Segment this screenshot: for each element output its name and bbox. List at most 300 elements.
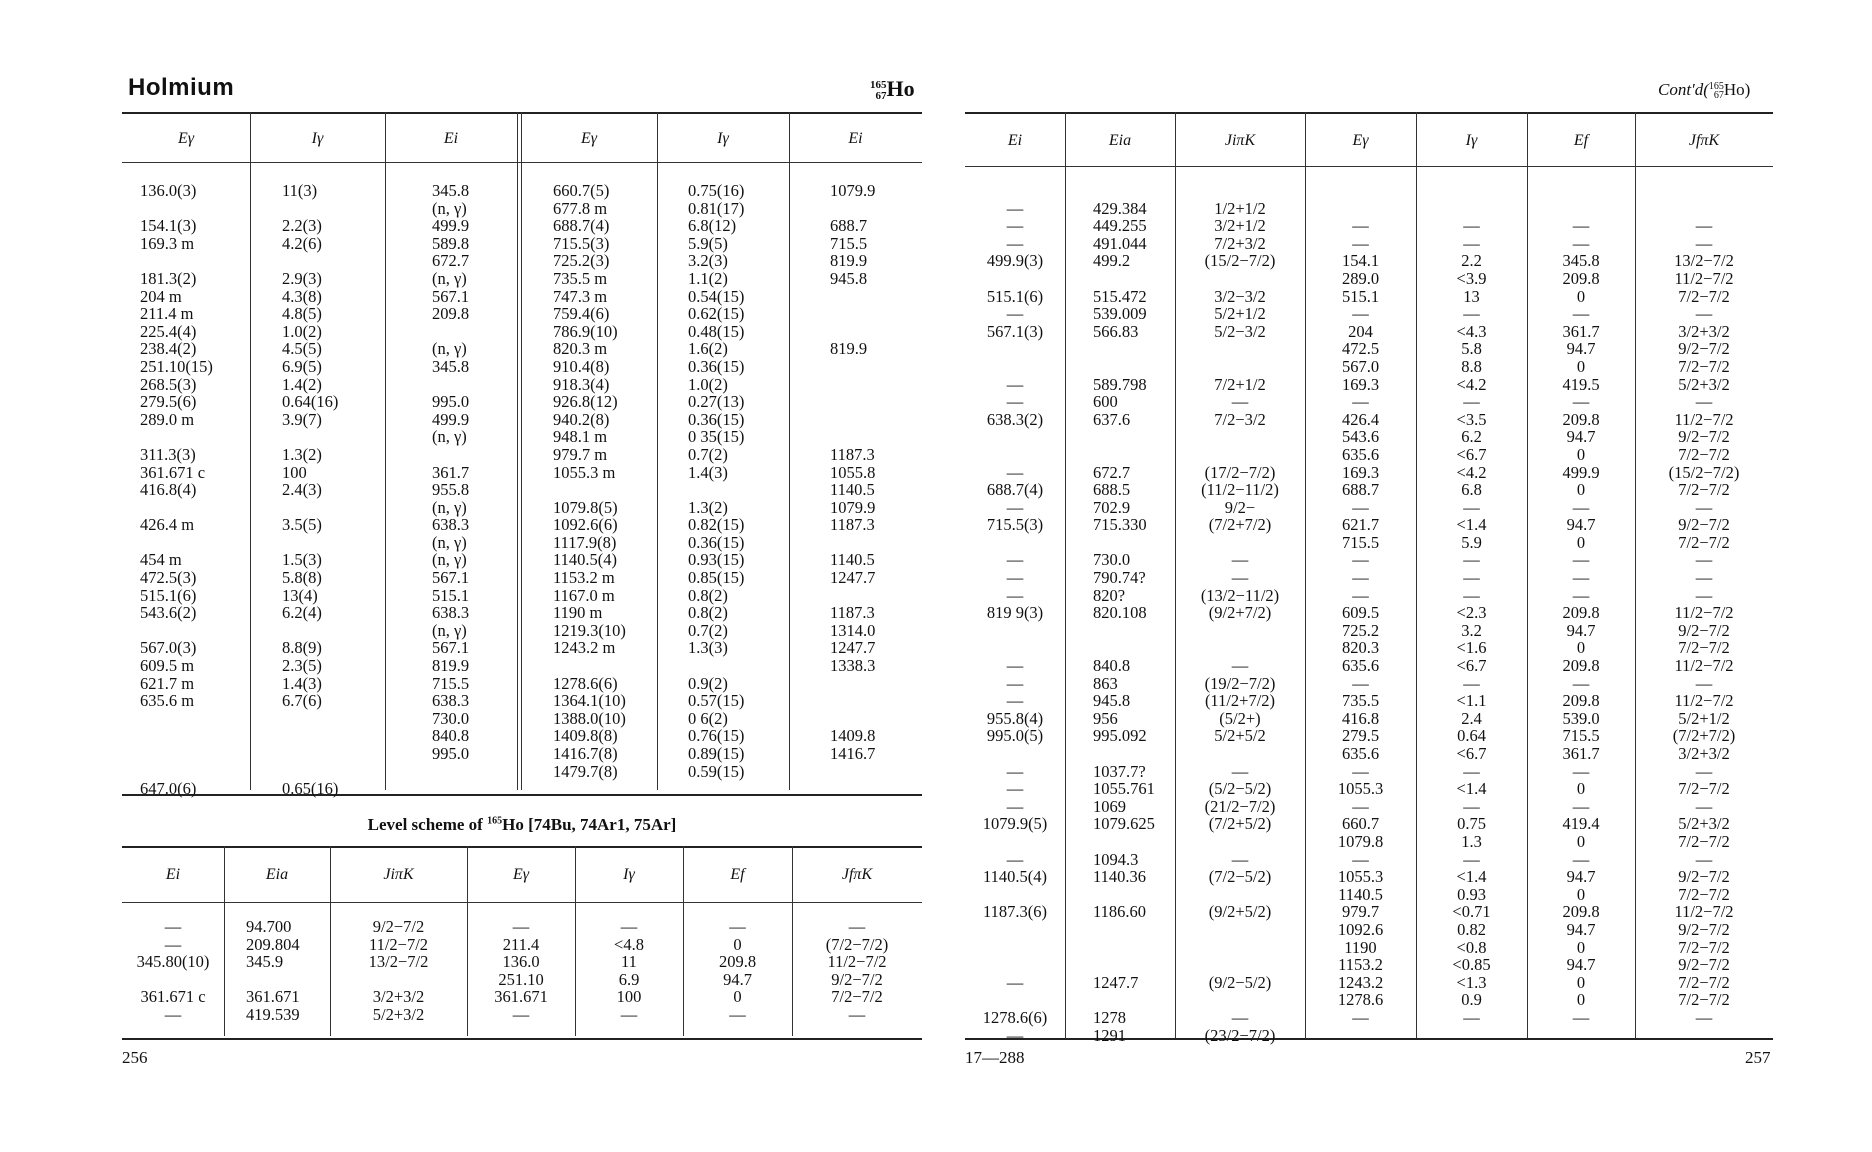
- table-cell: 6.2(4): [282, 603, 322, 623]
- table-cell: —: [164, 1004, 182, 1024]
- table-cell: (n, γ): [432, 339, 467, 359]
- table-cell: 0.93: [1457, 884, 1486, 904]
- table-cell: (7/2−7/2): [825, 934, 889, 954]
- table-cell: 11/2−7/2: [1674, 656, 1734, 676]
- table-cell: 1247.7: [830, 568, 876, 588]
- table-cell: 0.8(2): [688, 585, 728, 605]
- table-cell: [1093, 956, 1155, 974]
- table-cell: —: [1006, 849, 1024, 869]
- table-cell: [140, 727, 213, 745]
- table-cell: —: [1463, 1007, 1480, 1027]
- table-cell: 543.6(2): [140, 603, 197, 623]
- table-cell: 5.8(8): [282, 568, 322, 588]
- table-cell: [553, 481, 626, 499]
- table-cell: 100: [616, 987, 642, 1007]
- table-cell: 5/2−3/2: [1214, 321, 1266, 341]
- table-cell: [830, 200, 875, 218]
- table-cell: 94.7: [1566, 339, 1596, 359]
- table-cell: [140, 710, 213, 728]
- table-cell: 499.9: [432, 409, 470, 429]
- table-cell: —: [1352, 392, 1369, 412]
- table-cell: [830, 411, 875, 429]
- table-cell: 660.7(5): [553, 181, 610, 200]
- table-cell: 9/2−7/2: [1678, 620, 1730, 640]
- table-cell: (n, γ): [432, 497, 467, 517]
- table-cell: [965, 991, 1065, 1009]
- table-cell: 735.5: [1341, 691, 1380, 711]
- table-cell: 1055.3: [1337, 779, 1384, 799]
- col-e-gamma-2: [553, 182, 626, 780]
- table-cell: [1527, 200, 1635, 218]
- table-cell: 1140.5: [1338, 884, 1383, 904]
- table-cell: 515.1(6): [986, 286, 1044, 306]
- table-cell: 819.9: [830, 339, 868, 359]
- table-cell: 1278: [1093, 1007, 1126, 1027]
- table-cell: 289.0 m: [140, 409, 195, 429]
- table-cell: 345.8: [432, 356, 470, 376]
- table-cell: [830, 393, 875, 411]
- lv-col-ig: [575, 918, 683, 1024]
- table-cell: —: [1572, 849, 1590, 869]
- table-cell: 945.8: [1093, 691, 1131, 711]
- table-cell: 1291: [1093, 1025, 1126, 1045]
- table-cell: —: [1231, 1007, 1249, 1027]
- table-cell: —: [620, 1004, 638, 1024]
- table-cell: —: [1695, 849, 1713, 869]
- table-cell: 11/2−7/2: [1674, 691, 1734, 711]
- r-header-jfk: JfπK: [1688, 132, 1720, 149]
- table-cell: [432, 323, 469, 341]
- table-cell: <1.4: [1456, 867, 1487, 887]
- table-cell: —: [1463, 497, 1480, 517]
- table-cell: —: [1006, 585, 1024, 605]
- table-cell: 995.0: [432, 392, 470, 412]
- table-cell: —: [1695, 216, 1713, 236]
- table-cell: —: [1006, 304, 1024, 324]
- table-cell: [965, 886, 1065, 904]
- table-cell: 2.3(5): [282, 656, 322, 676]
- table-cell: 419.539: [246, 1004, 300, 1024]
- table-cell: 0: [733, 987, 742, 1007]
- table-cell: —: [1006, 972, 1024, 992]
- table-cell: —: [1572, 761, 1590, 781]
- table-cell: 688.7(4): [553, 216, 610, 236]
- table-cell: 361.7: [1562, 321, 1600, 341]
- table-cell: 0.89(15): [688, 744, 745, 763]
- table-cell: 515.1: [1341, 286, 1380, 306]
- table-cell: 289.0: [1341, 268, 1380, 288]
- table-cell: 1.3(3): [688, 638, 728, 658]
- r-header-ei: Ei: [1007, 132, 1023, 149]
- table-cell: —: [1006, 761, 1024, 781]
- table-cell: 211.4 m: [140, 304, 194, 324]
- table-cell: 0: [1576, 937, 1586, 957]
- table-cell: 0.57(15): [688, 691, 745, 711]
- table-cell: 1079.625: [1093, 814, 1155, 834]
- table-cell: 995.0(5): [986, 726, 1044, 746]
- table-cell: 715.5: [1341, 532, 1380, 552]
- table-cell: —: [1695, 497, 1713, 517]
- table-cell: 0.82: [1457, 919, 1486, 939]
- table-cell: 0: [1576, 444, 1586, 464]
- table-cell: 238.4(2): [140, 339, 197, 359]
- table-cell: 5/2+1/2: [1214, 304, 1266, 324]
- table-cell: 567.1: [432, 568, 470, 588]
- table-cell: 0: [1576, 884, 1586, 904]
- table-cell: [1175, 622, 1305, 640]
- table-cell: [1093, 534, 1155, 552]
- table-cell: 416.8: [1341, 708, 1380, 728]
- table-cell: 940.2(8): [553, 409, 610, 429]
- table-cell: 956: [1093, 708, 1118, 728]
- table-cell: 1092.6: [1337, 919, 1384, 939]
- table-cell: —: [1352, 497, 1369, 517]
- table-cell: 11: [621, 952, 637, 972]
- table-cell: (n, γ): [432, 532, 467, 552]
- r-col-eg: [1305, 182, 1416, 1027]
- continued-label: Cont'd( 165 67 Ho): [1658, 80, 1751, 102]
- table-cell: 688.7: [1341, 480, 1380, 500]
- table-cell: (n, γ): [432, 620, 467, 640]
- table-cell: 1.3(2): [688, 497, 728, 517]
- table-cell: 1409.8(8): [553, 726, 618, 746]
- table-cell: 1/2+1/2: [1214, 198, 1266, 218]
- page-title: Holmium: [128, 74, 235, 101]
- table-cell: 1079.9: [830, 497, 876, 517]
- table-cell: [1093, 921, 1155, 939]
- table-cell: —: [1006, 796, 1024, 816]
- table-cell: 5/2+5/2: [1214, 726, 1266, 746]
- table-cell: 100: [282, 462, 307, 482]
- r-header-ig: Iγ: [1465, 132, 1478, 149]
- table-cell: 1.5(3): [282, 550, 322, 570]
- table-cell: 819.9: [830, 251, 868, 271]
- table-cell: —: [1463, 585, 1480, 605]
- table-cell: 715.5: [830, 233, 868, 253]
- table-cell: 94.7: [1566, 955, 1596, 975]
- table-cell: 429.384: [1093, 198, 1147, 218]
- table-cell: <3.5: [1456, 409, 1487, 429]
- table-cell: 9/2−7/2: [1678, 955, 1730, 975]
- table-cell: (n, γ): [432, 268, 467, 288]
- table-cell: —: [1572, 585, 1590, 605]
- table-cell: [1527, 182, 1635, 200]
- table-cell: 5/2+3/2: [1678, 374, 1730, 394]
- table-cell: [1093, 639, 1155, 657]
- table-cell: —: [1006, 233, 1024, 253]
- table-cell: [1416, 182, 1527, 200]
- table-cell: 955.8(4): [986, 708, 1044, 728]
- table-cell: 567.0(3): [140, 638, 197, 658]
- table-cell: 5.9: [1461, 532, 1482, 552]
- table-cell: 279.5(6): [140, 392, 197, 412]
- table-cell: 0.76(15): [688, 726, 745, 746]
- table-cell: 416.8(4): [140, 480, 197, 500]
- table-cell: 1037.7?: [1093, 761, 1146, 781]
- table-cell: [830, 288, 875, 306]
- table-cell: 94.700: [246, 917, 292, 936]
- table-cell: 499.9(3): [986, 251, 1044, 271]
- table-cell: 0.85(15): [688, 568, 745, 588]
- table-cell: 1140.5(4): [553, 550, 618, 570]
- table-cell: 0.27(13): [688, 392, 745, 412]
- table-cell: —: [1352, 216, 1369, 236]
- table-cell: [140, 200, 213, 218]
- table-cell: 1140.5: [830, 480, 875, 500]
- table-cell: 7/2−7/2: [1678, 356, 1730, 376]
- table-cell: (13/2−11/2): [1200, 585, 1280, 605]
- table-cell: 449.255: [1093, 216, 1147, 236]
- table-cell: [830, 323, 875, 341]
- table-cell: 3.2(3): [688, 251, 728, 271]
- table-cell: 1.1(2): [688, 268, 728, 288]
- table-cell: 567.1: [432, 638, 470, 658]
- table-cell: 499.9: [432, 216, 470, 236]
- table-cell: [1175, 833, 1305, 851]
- r-header-eg: Eγ: [1352, 132, 1369, 149]
- table-cell: 747.3 m: [553, 286, 608, 306]
- table-cell: 515.1: [432, 585, 470, 605]
- table-cell: 1055.3 m: [553, 462, 616, 482]
- table-cell: 0.82(15): [688, 515, 745, 535]
- table-cell: —: [1352, 568, 1369, 588]
- table-cell: 715.5(3): [986, 515, 1044, 535]
- table-cell: —: [1463, 233, 1480, 253]
- table-cell: 672.7: [1093, 462, 1131, 482]
- table-cell: 361.671: [246, 987, 300, 1007]
- table-cell: —: [1463, 216, 1480, 236]
- table-cell: 759.4(6): [553, 304, 610, 324]
- table-cell: 725.2(3): [553, 251, 610, 271]
- table-cell: 600: [1093, 392, 1118, 412]
- table-cell: [432, 446, 469, 464]
- table-cell: —: [164, 934, 182, 954]
- table-cell: 0.9: [1461, 990, 1482, 1010]
- table-cell: —: [1352, 761, 1369, 781]
- lv-col-jfk: [792, 918, 922, 1024]
- table-cell: <4.3: [1456, 321, 1487, 341]
- table-cell: 1079.8: [1337, 831, 1384, 851]
- lv-header-eia: Eia: [265, 866, 289, 883]
- table-cell: 1278.6(6): [982, 1007, 1048, 1027]
- table-cell: [1093, 270, 1155, 288]
- table-cell: 635.6: [1341, 444, 1380, 464]
- table-cell: —: [512, 917, 530, 936]
- table-cell: 1094.3: [1093, 849, 1139, 869]
- table-cell: —: [1572, 233, 1590, 253]
- table-cell: (n, γ): [432, 550, 467, 570]
- footer-code: 17—288: [965, 1048, 1025, 1067]
- table-cell: 211.4: [502, 934, 540, 954]
- table-cell: [965, 428, 1065, 446]
- table-cell: [282, 622, 338, 640]
- table-cell: 702.9: [1093, 497, 1131, 517]
- table-cell: 2.4: [1461, 708, 1482, 728]
- table-cell: 672.7: [432, 251, 470, 271]
- table-cell: 361.671 c: [140, 462, 206, 482]
- table-cell: 715.5: [1562, 726, 1600, 746]
- table-cell: 209.8: [718, 952, 757, 972]
- table-cell: —: [1463, 673, 1480, 693]
- table-cell: 9/2−: [1224, 497, 1256, 517]
- lv-col-eia: [246, 918, 300, 1024]
- table-cell: 1190: [1344, 937, 1377, 957]
- table-cell: 154.1(3): [140, 216, 197, 236]
- table-cell: —: [1695, 1007, 1713, 1027]
- table-cell: 638.3: [432, 515, 470, 535]
- table-cell: 4.5(5): [282, 339, 322, 359]
- table-cell: —: [1006, 497, 1024, 517]
- table-cell: —: [1352, 1007, 1369, 1027]
- table-cell: [1175, 639, 1305, 657]
- table-cell: 1.4(3): [282, 673, 322, 693]
- table-cell: [830, 534, 875, 552]
- table-cell: 472.5: [1341, 339, 1380, 359]
- header-i-gamma-2: Iγ: [717, 130, 729, 147]
- table-cell: —: [1006, 691, 1024, 711]
- header-e-i-1: Ei: [443, 130, 459, 147]
- table-cell: —: [1006, 779, 1024, 799]
- r-col-ei: [965, 182, 1065, 1044]
- table-cell: <4.8: [614, 934, 644, 954]
- table-cell: 1479.7(8): [553, 761, 618, 781]
- table-cell: 6.7(6): [282, 691, 322, 711]
- table-cell: 609.5 m: [140, 656, 195, 676]
- table-cell: [1175, 340, 1305, 358]
- table-cell: 9/2−7/2: [372, 917, 425, 936]
- table-cell: 1219.3(10): [553, 620, 626, 640]
- table-cell: 567.1: [432, 286, 470, 306]
- table-cell: [830, 358, 875, 376]
- table-cell: —: [1572, 673, 1590, 693]
- table-cell: 1153.2: [1338, 955, 1383, 975]
- table-cell: —: [1006, 216, 1024, 236]
- table-cell: 1409.8: [830, 726, 876, 746]
- table-cell: [140, 622, 213, 640]
- table-cell: 0.36(15): [688, 409, 745, 429]
- table-cell: [830, 692, 875, 710]
- table-cell: [1416, 200, 1527, 218]
- table-cell: 609.5: [1341, 603, 1380, 623]
- table-cell: 11(3): [282, 181, 318, 200]
- table-cell: —: [1006, 656, 1024, 676]
- table-cell: [282, 727, 338, 745]
- table-cell: [965, 270, 1065, 288]
- table-cell: 1.4(2): [282, 374, 322, 394]
- table-cell: —: [1572, 550, 1590, 570]
- lv-header-eg: Eγ: [512, 866, 530, 883]
- table-cell: 5.9(5): [688, 233, 728, 253]
- table-cell: 543.6: [1341, 427, 1380, 447]
- table-cell: [140, 534, 213, 552]
- table-cell: 169.3: [1341, 374, 1380, 394]
- table-cell: 715.5(3): [553, 233, 610, 253]
- table-cell: —: [512, 1004, 530, 1024]
- table-cell: 94.7: [723, 969, 752, 989]
- table-cell: <4.2: [1456, 374, 1487, 394]
- table-cell: (7/2+7/2): [1672, 726, 1736, 746]
- table-cell: 1055.761: [1093, 779, 1155, 799]
- table-cell: 3.9(7): [282, 409, 322, 429]
- table-cell: (9/2+5/2): [1208, 902, 1272, 922]
- table-cell: —: [1695, 568, 1713, 588]
- table-cell: <0.8: [1456, 937, 1487, 957]
- table-cell: —: [1352, 796, 1369, 816]
- header-e-gamma-2: Eγ: [580, 130, 598, 147]
- table-cell: 0: [1576, 356, 1586, 376]
- table-cell: —: [1352, 550, 1369, 570]
- table-cell: 7/2−7/2: [1678, 884, 1730, 904]
- table-cell: 11/2−7/2: [1674, 268, 1734, 288]
- r-col-eia: [1093, 182, 1155, 1044]
- lv-header-ig: Iγ: [623, 866, 635, 883]
- table-cell: (5/2+): [1219, 708, 1261, 728]
- table-cell: 945.8: [830, 268, 868, 288]
- table-cell: 1.6(2): [688, 339, 728, 359]
- table-cell: 7/2−7/2: [1678, 638, 1730, 658]
- table-cell: [1093, 340, 1155, 358]
- table-cell: 621.7 m: [140, 673, 195, 693]
- table-cell: —: [1231, 568, 1249, 588]
- table-cell: 204 m: [140, 286, 182, 306]
- table-cell: 688.7: [830, 216, 868, 236]
- lv-header-ei: Ei: [165, 866, 181, 883]
- table-cell: 7/2−7/2: [1678, 831, 1730, 851]
- page-number-left: 256: [122, 1048, 148, 1067]
- table-cell: [330, 971, 467, 989]
- table-cell: 0.62(15): [688, 304, 745, 324]
- table-cell: 566.83: [1093, 321, 1139, 341]
- table-cell: 0.59(15): [688, 761, 745, 781]
- table-cell: 94.7: [1566, 867, 1596, 887]
- table-cell: 7/2−7/2: [831, 987, 883, 1007]
- table-cell: [140, 428, 213, 446]
- table-cell: 1.3(2): [282, 444, 322, 464]
- table-cell: 2.9(3): [282, 268, 322, 288]
- table-cell: [830, 587, 875, 605]
- table-cell: [965, 833, 1065, 851]
- table-cell: <1.4: [1456, 515, 1487, 535]
- table-cell: 1092.6(6): [553, 515, 618, 535]
- table-cell: 539.009: [1093, 304, 1147, 324]
- table-cell: 94.7: [1566, 620, 1596, 640]
- table-cell: 1117.9(8): [553, 532, 617, 552]
- table-cell: [140, 745, 213, 763]
- table-cell: 1187.3: [830, 603, 875, 623]
- table-cell: [965, 358, 1065, 376]
- table-cell: 0.65(16): [282, 779, 339, 799]
- table-cell: —: [1006, 392, 1024, 412]
- table-cell: 3.5(5): [282, 515, 322, 535]
- table-cell: 635.6: [1341, 656, 1380, 676]
- table-cell: 136.0: [502, 952, 540, 972]
- table-cell: (17/2−7/2): [1204, 462, 1276, 482]
- table-cell: 1187.3: [830, 444, 875, 464]
- r-col-jik: [1175, 182, 1305, 1044]
- table-cell: [1175, 939, 1305, 957]
- table-cell: 7/2+3/2: [1214, 233, 1266, 253]
- table-cell: 0: [733, 934, 742, 954]
- table-cell: 677.8 m: [553, 198, 608, 218]
- table-cell: [965, 182, 1065, 200]
- table-cell: 1153.2 m: [553, 568, 615, 588]
- table-cell: [432, 376, 469, 394]
- table-cell: —: [1695, 585, 1713, 605]
- table-cell: 926.8(12): [553, 392, 618, 412]
- table-cell: —: [1231, 550, 1249, 570]
- r-header-jik: JiπK: [1224, 132, 1256, 149]
- table-cell: 4.3(8): [282, 286, 322, 306]
